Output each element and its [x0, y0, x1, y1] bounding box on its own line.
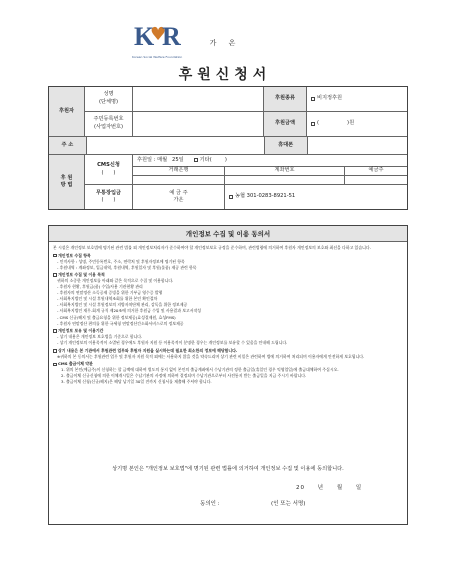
holder-label: 예금주 [368, 167, 384, 174]
privacy-title: 개인정보 수집 및 이용 동의서 [49, 226, 407, 242]
transfer-account[interactable] [225, 185, 407, 209]
list-item: - CMS 신규/해지 및 출금요청을 위한 정보제공(효성결제원, 효성FMS) [57, 314, 176, 320]
bank-label: 거래은행 [133, 167, 225, 176]
cms-date: 후원일 : 매월 25일 [137, 156, 184, 163]
date-month: 월 [336, 485, 344, 491]
type-label: 후원종류 [264, 87, 307, 111]
checkbox-icon[interactable] [229, 195, 233, 199]
checkbox-icon[interactable] [53, 349, 57, 353]
signer-label: 동의인 : [200, 501, 220, 507]
list-item: 2. 출금이체 신규신청에 의한 이체개시일은 수납기관의 사정에 의하여 결정되며 수납기관으로부터 사전통지 받는 출금일을 지금 주시기 바랍니다. [61, 373, 307, 379]
list-item: - 후원내역 : 계좌정보, 입금내역, 후원내역, 후원일자 및 후원(물품) 제공 관련 항목 [57, 264, 197, 270]
type-option-label: 비지정후원 [317, 95, 343, 102]
date-day: 일 [355, 485, 363, 491]
cms-checkmark-slot: ( ) [101, 169, 116, 176]
list-item: - 후원자의 연말정산 소득공제 증빙을 위한 기부금 영수증 발행 [57, 290, 163, 296]
date-line[interactable] [296, 483, 362, 491]
amount-field[interactable] [307, 112, 407, 136]
section-heading: 개인정보 수집 및 이용 목적 [58, 272, 105, 278]
date-year-unit: 년 [317, 485, 325, 491]
method-label: 후 원 방 법 [49, 155, 85, 209]
consent-statement: 상기명 본인은 "개인정보 보호법"에 명기된 관련 법률에 의거하여 개인정보 수집 및 이용에 동의합니다. [112, 466, 344, 472]
cms-other: 기타( ) [199, 156, 227, 163]
transfer-holder-value: 가온 [173, 197, 184, 203]
list-item: 1. 위의 본인(예금주)이 신청하는 할 금액에 대하여 별도의 통지 없이 본인의 출금계좌에서 수납기관의 정한 출금일(휴일인 경우 익영업일)에 출금대체하여 주십시오. [61, 367, 339, 373]
account-label: 계좌번호 [225, 167, 345, 176]
date-year: 20 [296, 485, 305, 491]
list-item: 귀하의 소중한 개인정보를 아래와 같은 목적으로 수집 및 이용합니다. [57, 278, 174, 284]
list-item: - 인적사항 : 성명, 주민등록번호, 주소, 연락처 및 후원자정보에 명기된 항목 [57, 258, 185, 264]
sign-hint: (인 또는 서명) [271, 501, 306, 507]
name-label: 성명 (단체명) [85, 87, 133, 111]
checkbox-icon[interactable] [311, 97, 315, 101]
signature-line[interactable] [200, 499, 305, 507]
transfer-label: 무통장입금 [95, 189, 122, 196]
transfer-holder-label: 예 금 주 [169, 189, 188, 196]
address-field[interactable] [87, 137, 265, 154]
cms-option[interactable] [85, 155, 133, 184]
checkbox-icon[interactable] [194, 158, 198, 162]
address-label: 주 소 [49, 137, 87, 154]
checkbox-icon[interactable] [53, 363, 57, 367]
account-field[interactable] [225, 176, 345, 184]
list-item: ※귀하의 본 동의서는 후원관련 업무 및 후원자 지원 목적 외에는 사용하지 않을 것을 약속드리며 상기 관련 비밀은 관련하여 법에 의거하여 처리되며 이용자에게 안전하게 보호됩니다. [57, 353, 365, 359]
cms-label: CMS신청 [97, 162, 120, 169]
id-field[interactable] [133, 112, 264, 136]
page-title: 후원신청서 [178, 67, 272, 83]
list-item: 3. 출금이체 신청(신규/해지)은 해당 납기일 30일 전까지 신청서를 제출해 주셔야 합니다. [61, 379, 212, 385]
checkbox-icon[interactable] [53, 254, 57, 258]
privacy-intro: 본 시설은 개인정보 보호법에 명기된 관련 법률 외 개인정보처리자가 준수하여야 할 개인정보보호 규정을 준수하며, 관련법령에 의거하여 후원자 개인정보의 보호와 최선을 다하고 있습니다. [53, 245, 371, 250]
transfer-holder [133, 185, 225, 209]
sponsor-label: 후원자 [49, 87, 85, 136]
list-item: - 후원자 연말정산 편의를 위한 국세청 연말정산간소화서비스로의 정보제공 [57, 320, 184, 326]
heart-icon: ♥ [150, 24, 167, 45]
cms-date-row [133, 155, 407, 166]
checkbox-icon[interactable] [53, 273, 57, 277]
list-item: - 후원자 현황, 후원금(품) 수입/사용 기관현황 관리 [57, 284, 143, 290]
section-heading: 개인정보 보유 및 이용기간 [58, 328, 104, 334]
checkbox-icon[interactable] [311, 122, 315, 126]
org-name: 가 온 [209, 39, 241, 47]
logo-subtitle: Korean Social Welfare Foundation [132, 55, 183, 59]
amount-value: ( )원 [317, 120, 355, 127]
amount-label: 후원금액 [264, 112, 307, 136]
list-item: - 사회복지법인 재무.회계 규칙 제20조에 의거한 후원금 수입 및 사용결과 보고서작성 [57, 308, 201, 314]
name-field[interactable] [133, 87, 264, 111]
transfer-account-value: 농협 301-0283-8921-51 [235, 193, 296, 200]
logo-letter-k: K [134, 22, 155, 51]
section-heading: 상기 내용은 본 기관에서 후원관련 업무와 후원자 지원을 실시하는데 필요한 최소한의 정보에 해당합니다. [58, 347, 238, 353]
checkbox-icon[interactable] [53, 329, 57, 333]
logo-letter-r: R [162, 22, 181, 51]
list-item: - 사회복지법인 및 시설 후원내역조회를 위한 본인 확인절차 [57, 296, 158, 302]
privacy-consent-section [48, 225, 408, 525]
phone-field[interactable] [308, 137, 407, 154]
phone-label: 휴대폰 [265, 137, 308, 154]
list-item: - 사회복지법인 및 시설 후원정보의 지방자치단체 관리, 감독을 위한 정보제공 [57, 302, 188, 308]
list-item: - 상기 내용은 개인정보 보호법을 기준으로 합니다. [57, 334, 143, 340]
sponsor-form [48, 86, 408, 210]
transfer-option[interactable] [85, 185, 133, 209]
type-option[interactable] [307, 87, 407, 111]
transfer-checkmark-slot: ( ) [101, 197, 116, 203]
bank-field[interactable] [133, 176, 225, 184]
id-label: 주민등록번호 (사업자번호) [85, 112, 133, 136]
section-heading: 개인정보 수집 항목 [58, 252, 91, 258]
section-heading: CMS 출금이체 약관 [58, 361, 93, 367]
holder-field[interactable] [345, 176, 407, 184]
list-item: - 상기 개인정보의 이용목적이 소멸된 경우에도 후원자 지원 등 이용목적이 분명한 경우는 개인정보를 보유할 수 있음을 안내해 드립니다. [57, 340, 288, 346]
